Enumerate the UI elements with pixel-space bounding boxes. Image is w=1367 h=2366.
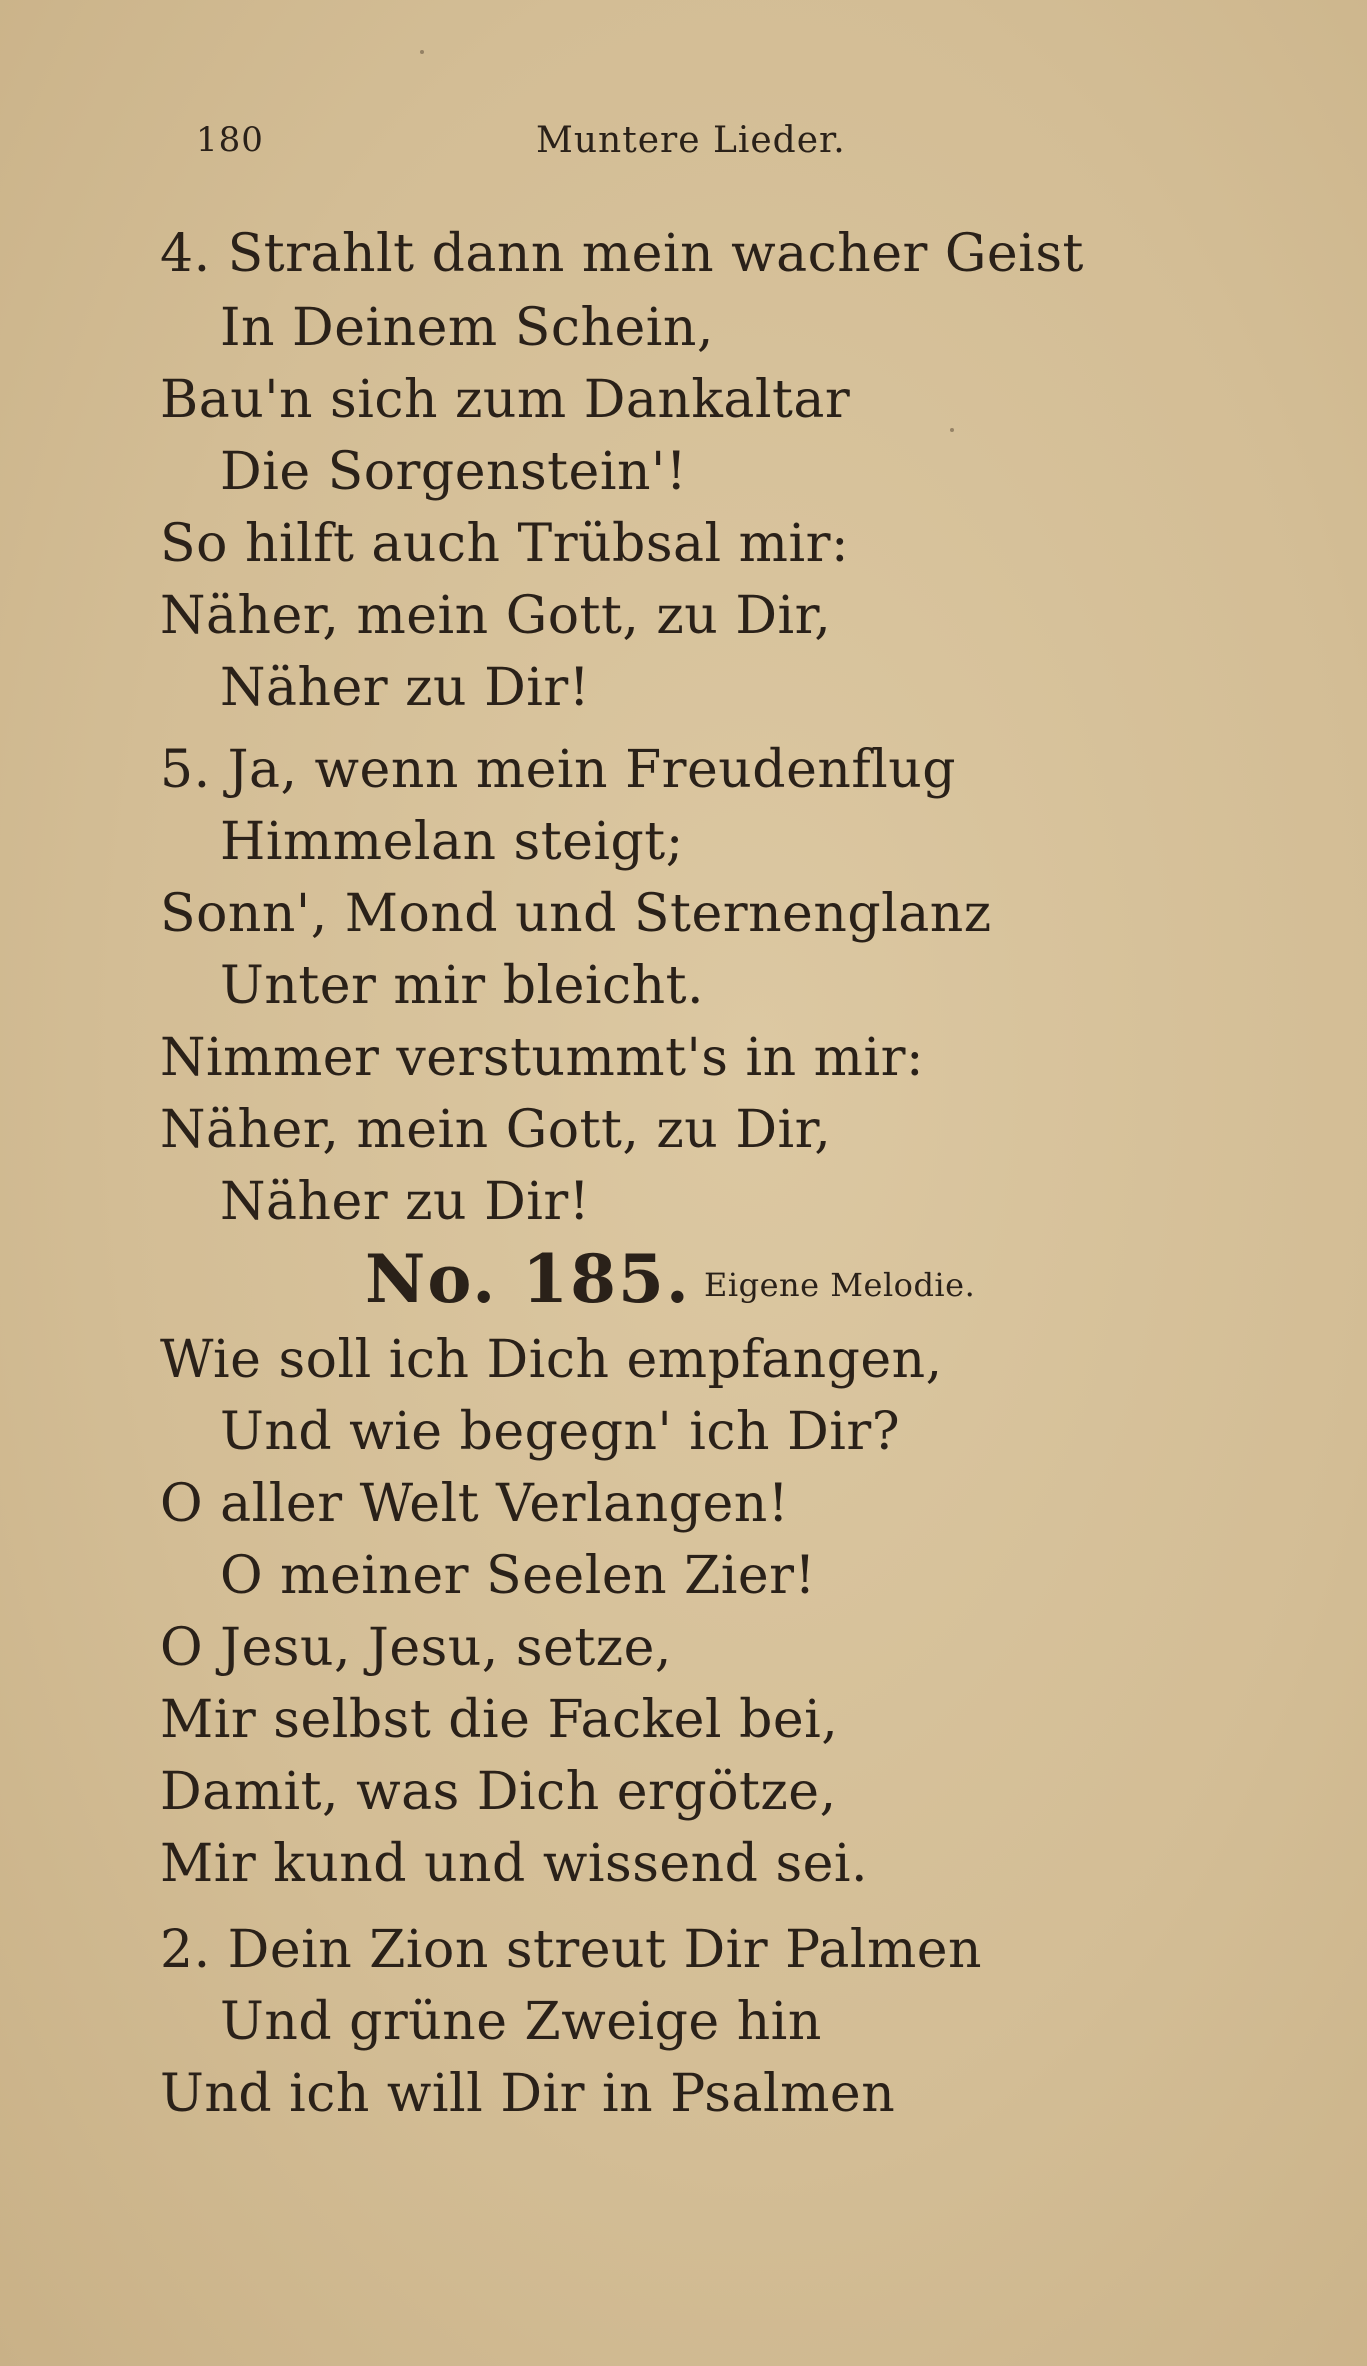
page-number: 180: [196, 120, 264, 160]
verse-line: Näher, mein Gott, zu Dir,: [160, 1100, 832, 1160]
verse-line: O aller Welt Verlangen!: [160, 1474, 790, 1534]
verse-line: Damit, was Dich ergötze,: [160, 1762, 837, 1822]
hymn-number: No. 185.: [365, 1240, 691, 1318]
page-header: [0, 112, 1367, 172]
paper-speck: [420, 50, 424, 54]
verse-line: Die Sorgenstein'!: [220, 442, 688, 502]
verse-line: Und grüne Zweige hin: [220, 1992, 822, 2052]
verse-line: So hilft auch Trübsal mir:: [160, 514, 849, 574]
verse-line: Bau'n sich zum Dankaltar: [160, 370, 851, 430]
verse-line: O meiner Seelen Zier!: [220, 1546, 816, 1606]
verse-line: 5. Ja, wenn mein Freudenflug: [160, 740, 956, 800]
verse-line: Näher, mein Gott, zu Dir,: [160, 586, 832, 646]
verse-line: Näher zu Dir!: [220, 658, 591, 718]
verse-line: Mir selbst die Fackel bei,: [160, 1690, 839, 1750]
verse-line: Und ich will Dir in Psalmen: [160, 2064, 896, 2124]
verse-line: Himmelan steigt;: [220, 812, 684, 872]
verse-line: Unter mir bleicht.: [220, 956, 705, 1016]
verse-line: Und wie begegn' ich Dir?: [220, 1402, 901, 1462]
verse-line: Näher zu Dir!: [220, 1172, 591, 1232]
verse-line: 4. Strahlt dann mein wacher Geist: [160, 224, 1084, 284]
hymn-heading: [0, 1240, 1367, 1320]
verse-line: Nimmer verstummt's in mir:: [160, 1028, 924, 1088]
running-title: Muntere Lieder.: [536, 120, 846, 161]
verse-line: Sonn', Mond und Sternenglanz: [160, 884, 992, 944]
verse-line: O Jesu, Jesu, setze,: [160, 1618, 672, 1678]
melody-note: Eigene Melodie.: [704, 1266, 976, 1304]
verse-line: 2. Dein Zion streut Dir Palmen: [160, 1920, 983, 1980]
verse-line: Mir kund und wissend sei.: [160, 1834, 869, 1894]
paper-speck: [950, 428, 954, 432]
verse-line: In Deinem Schein,: [220, 298, 714, 358]
verse-line: Wie soll ich Dich empfangen,: [160, 1330, 943, 1390]
